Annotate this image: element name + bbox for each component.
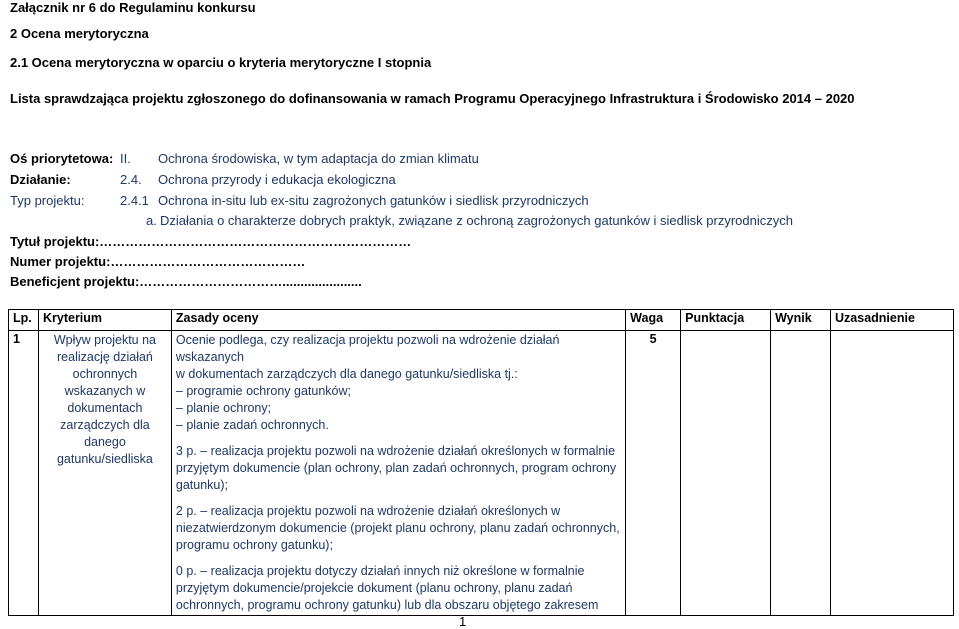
subsection-heading: 2.1 Ocena merytoryczna w oparciu o kryteria merytoryczne I stopnia — [10, 55, 432, 70]
rules-list-item: – planie zadań ochronnych. — [175, 418, 329, 432]
criterion-line: gatunku/siedliska — [56, 452, 153, 466]
score-3-line: gatunku); — [175, 478, 229, 492]
action-text: Ochrona przyrody i edukacja ekologiczna — [158, 172, 396, 187]
criterion-line: zarządczych dla — [60, 418, 150, 432]
project-type-label: Typ projektu: — [10, 193, 85, 208]
score-2-line: programu ochrony gatunku); — [175, 538, 333, 552]
project-type-text: Ochrona in-situ lub ex-situ zagrożonych gatunków i siedlisk przyrodniczych — [158, 193, 589, 208]
attachment-title: Załącznik nr 6 do Regulaminu konkursu — [10, 0, 256, 15]
rules-list-item: – programie ochrony gatunków; — [175, 384, 352, 398]
table-row — [9, 331, 954, 616]
header-justification: Uzasadnienie — [831, 310, 954, 331]
criteria-table — [8, 309, 954, 616]
header-points: Punktacja — [681, 310, 771, 331]
action-number: 2.4. — [120, 172, 142, 187]
score-3-line: 3 p. – realizacja projektu pozwoli na wdrożenie działań określonych w formalnie — [175, 444, 616, 458]
criterion-line: dokumentach — [67, 401, 143, 415]
score-0-line: przyjętym dokumencie/projekcie dokument (planu ochrony, planu zadań — [175, 581, 573, 595]
score-3-line: przyjętym dokumencie (plan ochrony, plan zadań ochronnych, program ochrony — [175, 461, 617, 475]
project-number-field: Numer projektu:……………………………………… — [10, 254, 306, 269]
score-0-line: 0 p. – realizacja projektu dotyczy działań innych niż określone w formalnie — [175, 564, 585, 578]
score-2-line: 2 p. – realizacja projektu pozwoli na wdrożenie działań określonych w — [175, 504, 561, 518]
header-rules: Zasady oceny — [171, 310, 625, 331]
row-points[interactable] — [681, 331, 771, 616]
rules-list-item: – planie ochrony; — [175, 401, 272, 415]
rules-intro-line: Ocenie podlega, czy realizacja projektu pozwoli na wdrożenie działań wskazanych — [175, 333, 560, 364]
table-header-row — [9, 310, 954, 331]
criterion-line: danego — [84, 435, 126, 449]
header-weight: Waga — [626, 310, 681, 331]
row-criterion — [38, 331, 171, 616]
criterion-line: ochronnych — [72, 367, 138, 381]
row-justification[interactable] — [831, 331, 954, 616]
criterion-line: realizację działań — [57, 350, 153, 364]
action-label: Działanie: — [10, 172, 71, 187]
row-result[interactable] — [771, 331, 831, 616]
criterion-line: Wpływ projektu na — [53, 333, 156, 347]
priority-axis-number: II. — [120, 151, 131, 166]
row-rules — [171, 331, 625, 616]
priority-axis-text: Ochrona środowiska, w tym adaptacja do zmian klimatu — [158, 151, 479, 166]
project-title-field: Tytuł projektu:……………………………………………………………… — [10, 234, 412, 249]
score-0-line: ochronnych, programu ochrony gatunku) lub dla obszaru objętego zakresem — [175, 598, 599, 612]
checklist-title: Lista sprawdzająca projektu zgłoszonego do dofinansowania w ramach Programu Operacyjnego Infrastruktura i Środowisko 2014 – 2020 — [10, 91, 855, 106]
sub-type-text: Działania o charakterze dobrych praktyk, związane z ochroną zagrożonych gatunków i siedlisk przyrodniczych — [160, 213, 793, 228]
sub-type-number: a. — [146, 213, 157, 228]
beneficiary-field: Beneficjent projektu:……………………………...................... — [10, 274, 362, 289]
row-lp: 1 — [9, 331, 39, 616]
criterion-line: wskazanych w — [64, 384, 146, 398]
row-weight: 5 — [626, 331, 681, 616]
rules-intro-line: w dokumentach zarządczych dla danego gatunku/siedliska tj.: — [175, 367, 518, 381]
header-result: Wynik — [771, 310, 831, 331]
project-type-number: 2.4.1 — [120, 193, 149, 208]
page-number: 1 — [459, 614, 467, 629]
section-heading: 2 Ocena merytoryczna — [10, 26, 149, 41]
priority-axis-label: Oś priorytetowa: — [10, 151, 114, 166]
score-2-line: niezatwierdzonym dokumencie (projekt planu ochrony, planu zadań ochronnych, — [175, 521, 620, 535]
header-criterion: Kryterium — [38, 310, 171, 331]
header-lp: Lp. — [9, 310, 39, 331]
